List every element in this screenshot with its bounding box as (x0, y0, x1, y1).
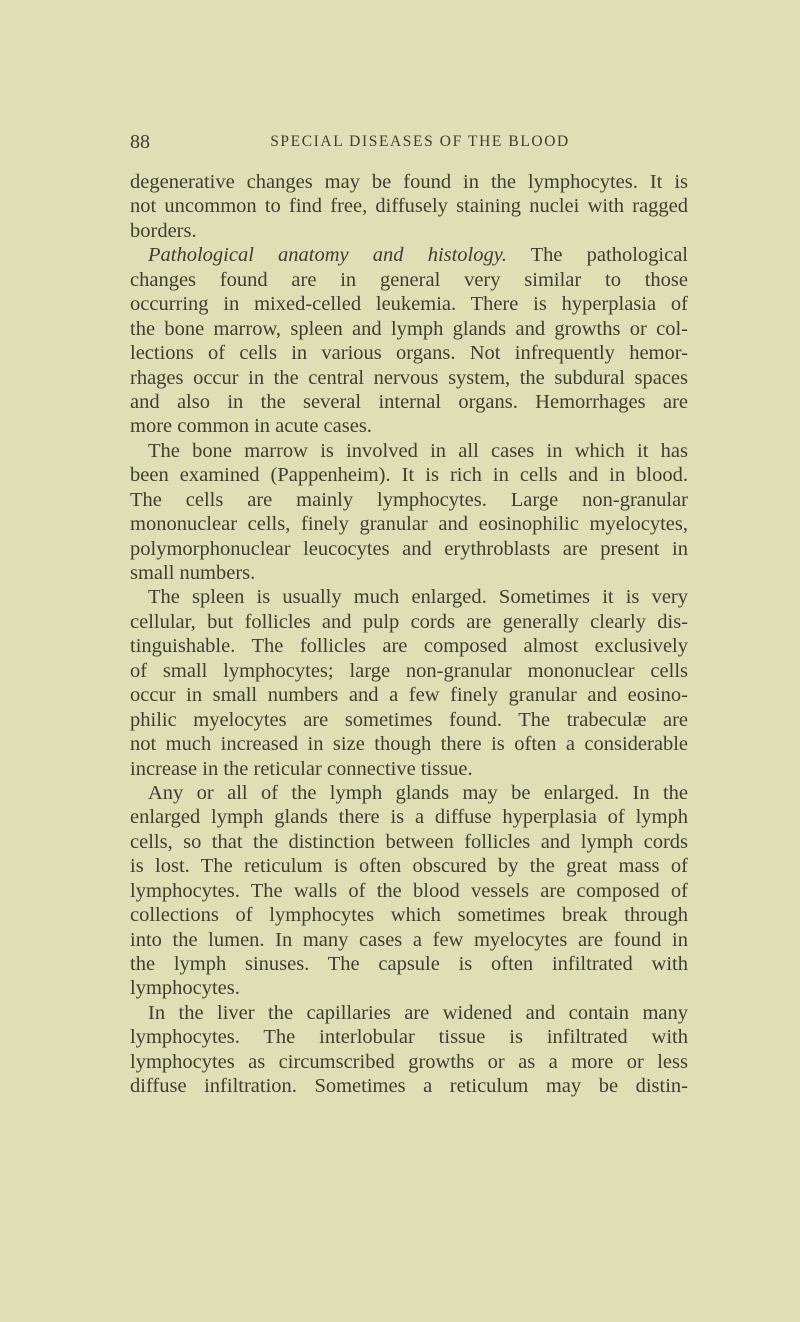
text-line: degenerative changes may be found in the lymphocytes. It is (130, 171, 688, 193)
text-line: lymphocytes. The walls of the blood vessels are composed of (130, 879, 688, 902)
page-number: 88 (130, 131, 150, 153)
text-line: small numbers. (130, 562, 256, 584)
paragraph (130, 781, 688, 1001)
text-line: philic myelocytes are sometimes found. The trabeculæ are (130, 708, 688, 731)
text-line: Any or all of the lymph glands may be enlarged. In the (148, 781, 688, 804)
text-line: increase in the reticular connective tissue. (130, 757, 473, 780)
text-line: of small lymphocytes; large non-granular mononuclear cells (130, 659, 688, 682)
text-line: lections of cells in various organs. Not infrequently hemor- (130, 342, 688, 365)
paragraph (130, 439, 688, 586)
text-line: lymphocytes. (130, 977, 240, 1000)
text-line: The spleen is usually much enlarged. Sometimes it is very (148, 586, 688, 609)
text-line: borders. (130, 219, 197, 242)
text-line: The cells are mainly lymphocytes. Large non-granular (130, 488, 688, 511)
text-line: not uncommon to find free, diffusely staining nuclei with ragged (130, 195, 688, 218)
text-line: enlarged lymph glands there is a diffuse hyperplasia of lymph (130, 806, 688, 829)
text-line: polymorphonuclear leucocytes and erythroblasts are present in (130, 537, 688, 560)
text-line: not much increased in size though there is often a considerable (130, 733, 688, 756)
text-line: been examined (Pappenheim). It is rich in cells and in blood. (130, 464, 688, 487)
page-body (130, 170, 688, 1099)
text-line: and also in the several internal organs. Hemorrhages are (130, 390, 688, 413)
section-heading: Pathological anatomy and histology. (148, 244, 507, 267)
text-line: diffuse infiltration. Sometimes a reticulum may be distin- (130, 1075, 688, 1098)
text-line: occurring in mixed-celled leukemia. There is hyperplasia of (130, 293, 688, 316)
paragraph (130, 585, 688, 781)
text-line: more common in acute cases. (130, 415, 372, 438)
text-line: mononuclear cells, finely granular and eosinophilic myelocytes, (130, 513, 688, 536)
paragraph (130, 170, 688, 243)
text-line: lymphocytes. The interlobular tissue is infiltrated with (130, 1026, 688, 1049)
text-line: cellular, but follicles and pulp cords are generally clearly dis- (130, 610, 688, 633)
text-line: into the lumen. In many cases a few myelocytes are found in (130, 928, 688, 951)
text-line: rhages occur in the central nervous system, the subdural spaces (130, 366, 688, 389)
text-line: Pathological anatomy and histology. The pathological (148, 244, 688, 267)
text-line: tinguishable. The follicles are composed almost exclusively (130, 635, 688, 658)
text-line: The bone marrow is involved in all cases in which it has (148, 439, 688, 462)
text-line: is lost. The reticulum is often obscured by the great mass of (130, 855, 688, 878)
text-line: occur in small numbers and a few finely granular and eosino- (130, 684, 688, 707)
text-line: the bone marrow, spleen and lymph glands and growths or col- (130, 317, 688, 340)
paragraph (130, 243, 688, 439)
text-line: In the liver the capillaries are widened and contain many (148, 1001, 688, 1024)
running-title: SPECIAL DISEASES OF THE BLOOD (270, 133, 570, 150)
text-line: cells, so that the distinction between follicles and lymph cords (130, 830, 688, 853)
text-line: the lymph sinuses. The capsule is often infiltrated with (130, 953, 688, 975)
text-line: collections of lymphocytes which sometimes break through (130, 904, 688, 927)
paragraph (130, 1001, 688, 1099)
page-header (130, 131, 690, 155)
text-line: changes found are in general very similar to those (130, 268, 688, 291)
text-line: lymphocytes as circumscribed growths or as a more or less (130, 1050, 688, 1073)
